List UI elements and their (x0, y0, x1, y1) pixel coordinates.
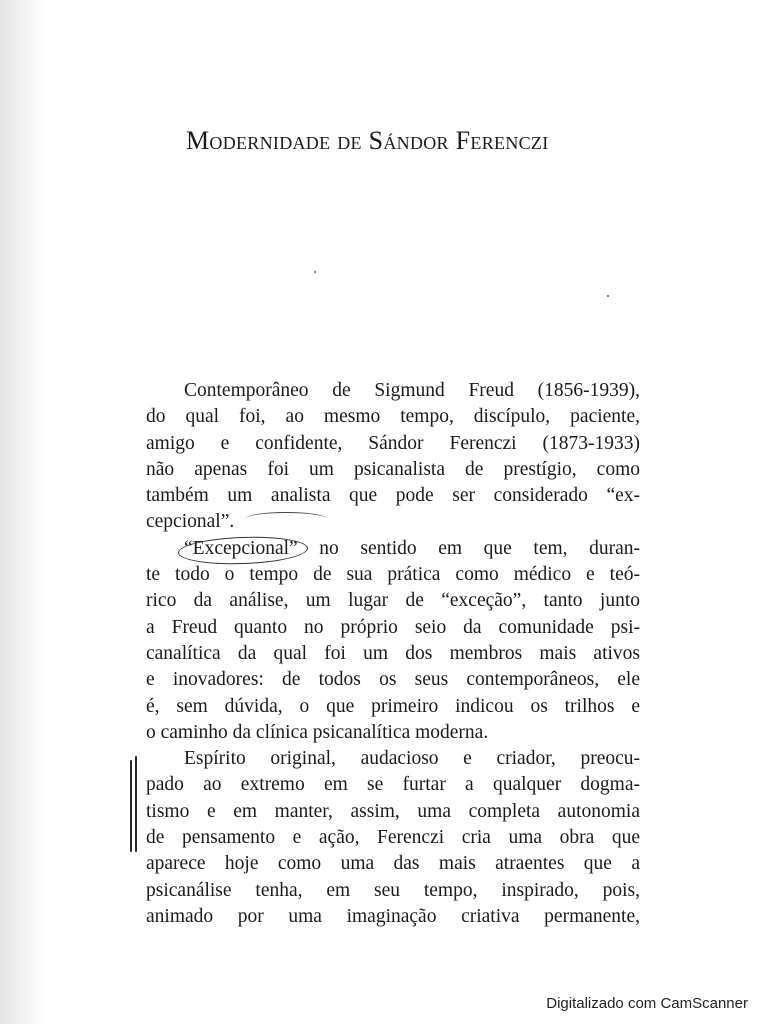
paragraph-3 (146, 746, 640, 930)
text-line: canalítica da qual foi um dos membros mais ativos (146, 642, 640, 664)
page-edge-shadow (0, 0, 44, 1024)
scan-speck (314, 271, 316, 273)
text-line: e inovadores: de todos os seus contemporâneos, ele (146, 669, 640, 691)
text-line: tismo e em manter, assim, uma completa autonomia (146, 800, 640, 822)
paragraph-1 (146, 378, 640, 536)
margin-line-annotation (128, 756, 140, 852)
text-line: aparece hoje como uma das mais atraentes que a (146, 853, 640, 875)
text-line: pado ao extremo em se furtar a qualquer dogma- (146, 774, 640, 796)
paragraph-2 (146, 536, 640, 746)
text-line: do qual foi, ao mesmo tempo, discípulo, paciente, (146, 406, 640, 428)
text-line-rest: no sentido em que tem, duran- (297, 537, 640, 559)
text-line: cepcional”. (146, 511, 235, 533)
text-line: não apenas foi um psicanalista de prestígio, como (146, 458, 640, 480)
scan-speck (607, 295, 609, 297)
text-line: Contemporâneo de Sigmund Freud (1856-1939), (184, 380, 640, 401)
text-line: amigo e confidente, Sándor Ferenczi (1873-1933) (146, 432, 640, 454)
text-line: animado por uma imaginação criativa permanente, (146, 905, 640, 927)
text-line: é, sem dúvida, o que primeiro indicou os trilhos e (146, 695, 640, 717)
pen-stroke-annotation (246, 512, 326, 525)
text-line (146, 536, 640, 562)
text-line: te todo o tempo de sua prática como médico e teó- (146, 564, 640, 586)
text-line: a Freud quanto no próprio seio da comunidade psi- (146, 616, 640, 638)
text-line: de pensamento e ação, Ferenczi cria uma obra que (146, 827, 640, 849)
text-line: o caminho da clínica psicanalítica moderna. (146, 721, 489, 743)
text-line: rico da análise, um lugar de “exceção”, tanto junto (146, 590, 640, 612)
text-line: psicanálise tenha, em seu tempo, inspirado, pois, (146, 879, 640, 901)
chapter-title: Modernidade de Sándor Ferenczi (186, 126, 549, 155)
scanner-watermark: Digitalizado com CamScanner (546, 995, 748, 1012)
body-text (146, 378, 640, 930)
circled-word-annotation: “Excepcional” (184, 536, 298, 562)
text-line: Espírito original, audacioso e criador, preocu- (184, 748, 640, 770)
text-line: também um analista que pode ser considerado “ex- (146, 485, 640, 507)
